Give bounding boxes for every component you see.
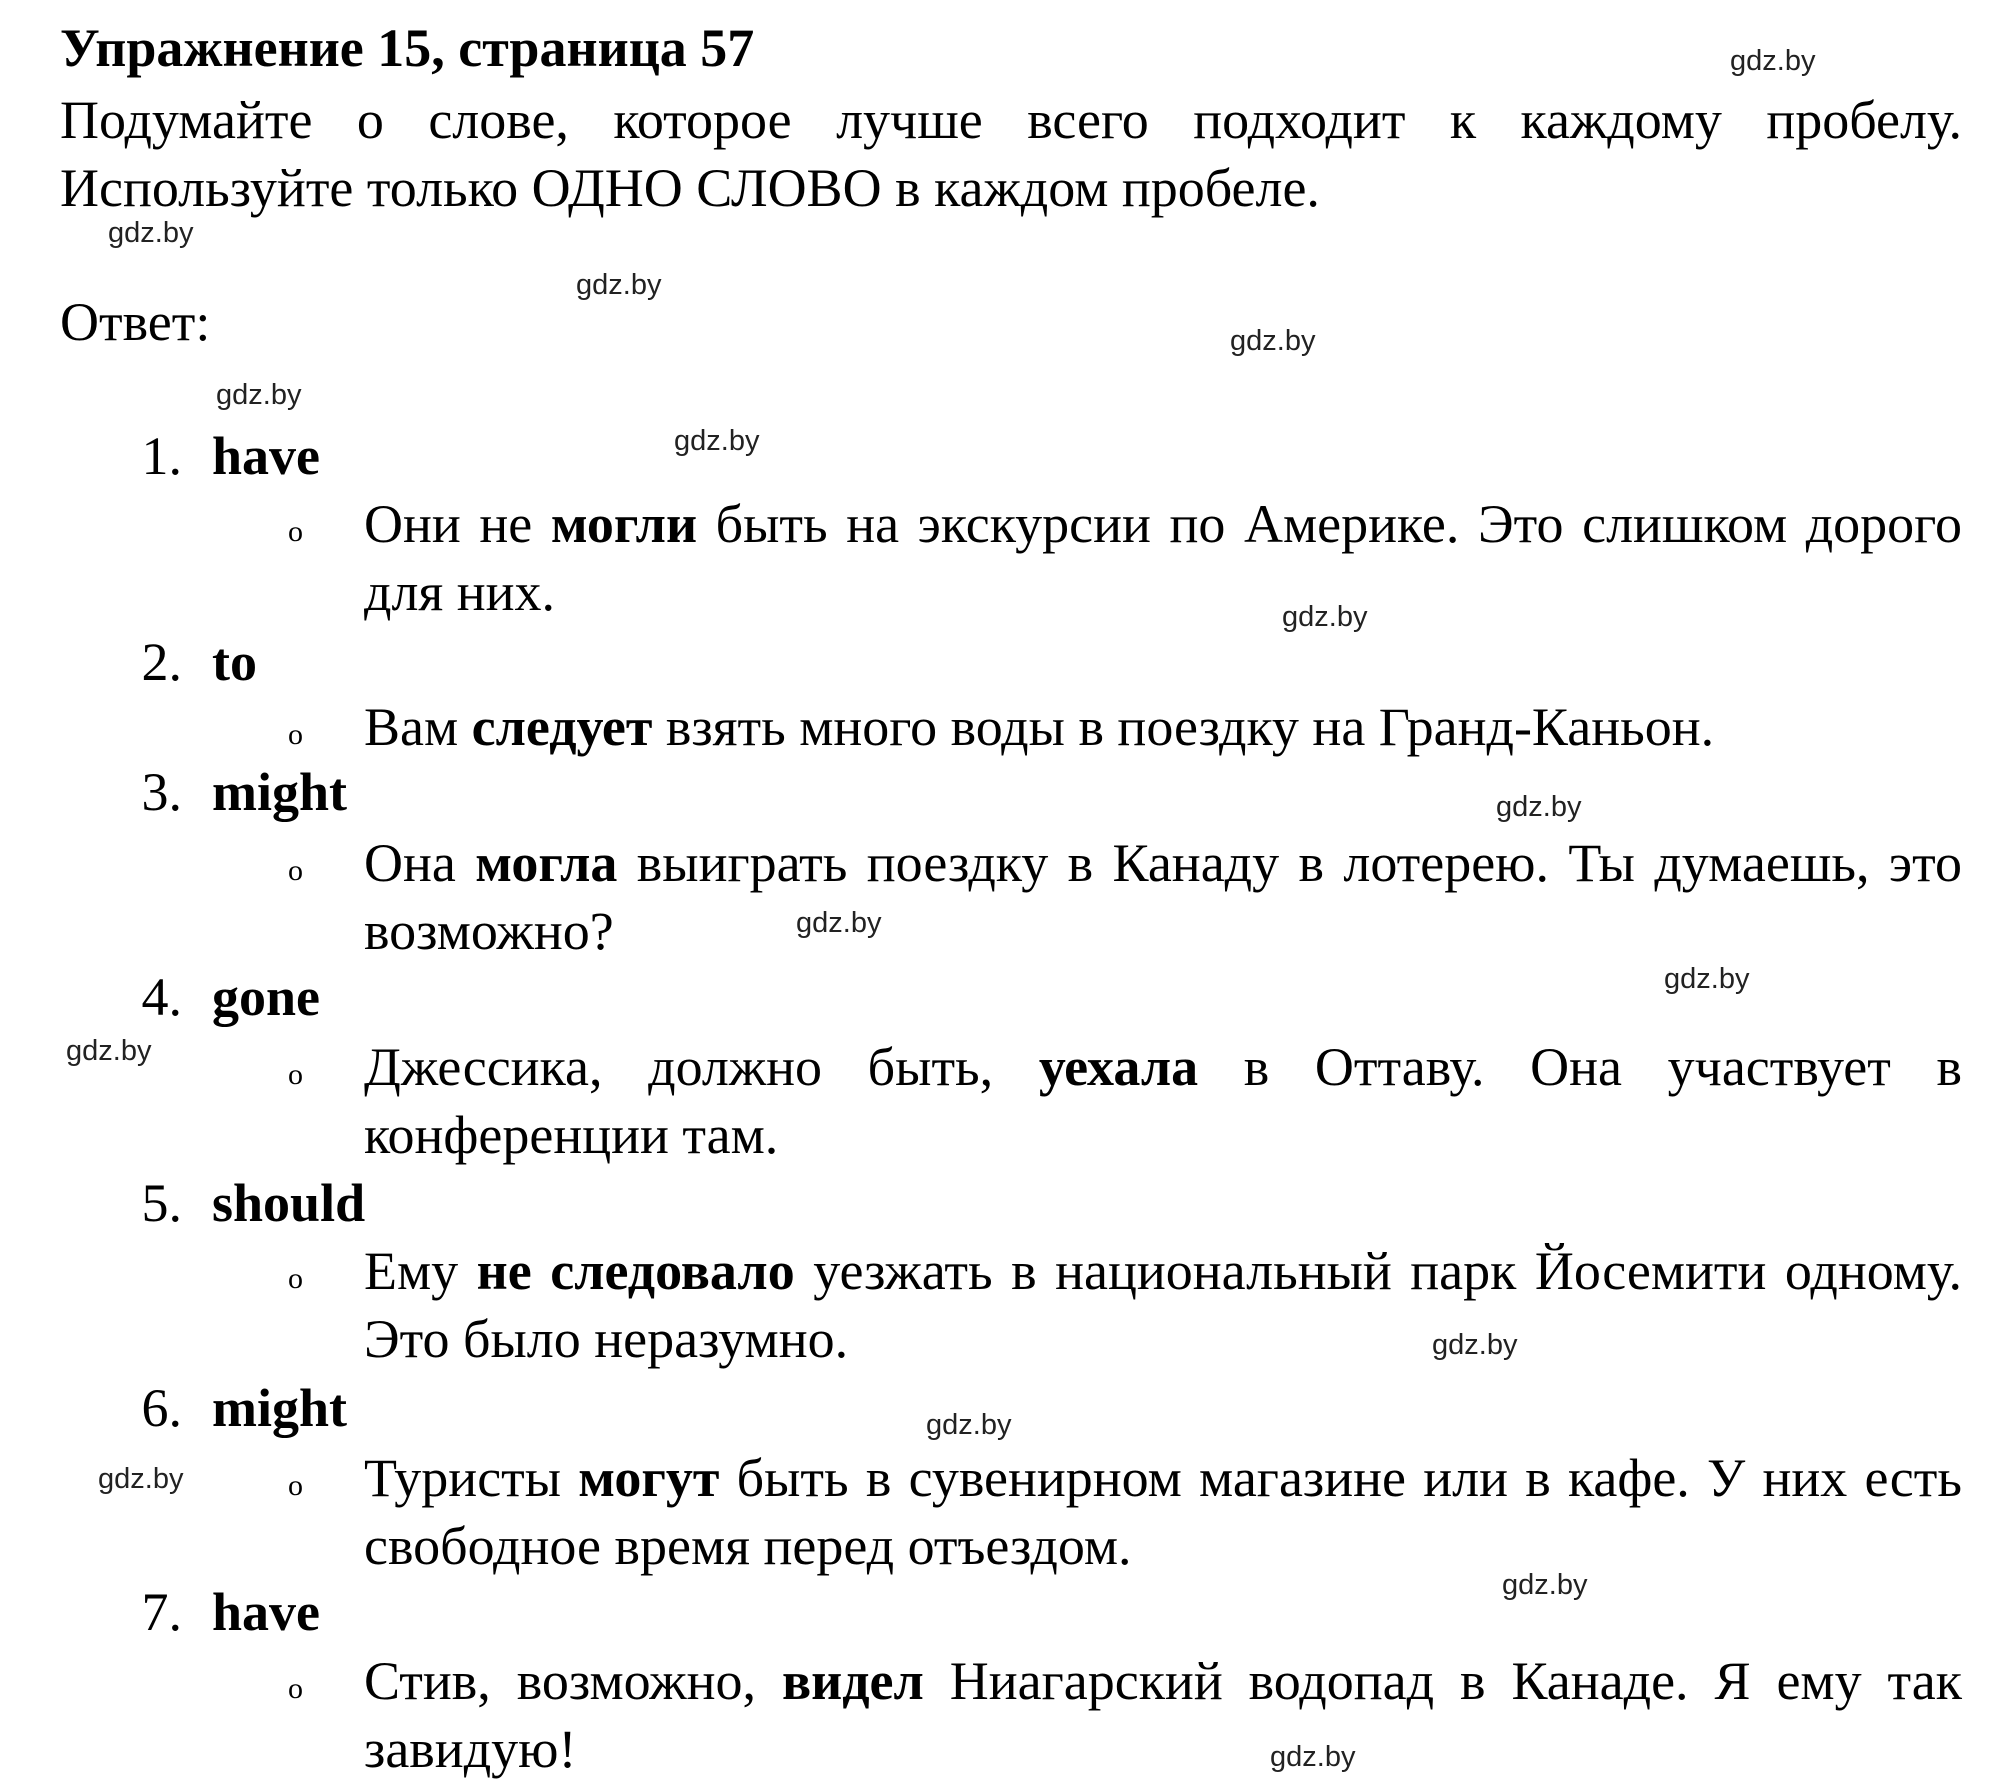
- sentence-text: Туристы: [364, 1448, 579, 1508]
- translation-sentence: [364, 490, 1962, 626]
- instruction-text: Подумайте о слове, которое лучше всего подходит к каждому пробелу. Используйте только ОДНО СЛОВО в каждом пробеле.: [60, 90, 1962, 218]
- bullet-icon: o: [288, 515, 303, 548]
- watermark: gdz.by: [796, 907, 882, 939]
- answer-word: have: [212, 1582, 320, 1642]
- sentence-text: Ниагарский водопад в Канаде. Я ему так завидую!: [364, 1651, 1962, 1779]
- watermark: gdz.by: [1502, 1569, 1588, 1601]
- highlighted-word: могли: [550, 494, 698, 554]
- watermark: gdz.by: [926, 1409, 1012, 1441]
- highlighted-word: могут: [578, 1448, 720, 1508]
- bullet-icon: o: [288, 854, 303, 887]
- watermark: gdz.by: [1282, 601, 1368, 633]
- translation-sentence: [364, 693, 1962, 761]
- sentence-text: быть на экскурсии по Америке. Это слишком дорого для них.: [364, 494, 1962, 622]
- sentence-text: уезжать в национальный парк Йосемити одному. Это было неразумно.: [364, 1241, 1962, 1369]
- watermark: gdz.by: [66, 1035, 152, 1067]
- highlighted-word: видел: [781, 1651, 924, 1711]
- bullet-icon: o: [288, 1672, 303, 1705]
- watermark: gdz.by: [674, 425, 760, 457]
- watermark: gdz.by: [1230, 325, 1316, 357]
- item-number: 3.: [141, 762, 182, 822]
- watermark: gdz.by: [1730, 45, 1816, 77]
- highlighted-word: не следовало: [476, 1241, 795, 1301]
- watermark: gdz.by: [1664, 963, 1750, 995]
- watermark: gdz.by: [1432, 1329, 1518, 1361]
- bullet-icon: o: [288, 1262, 303, 1295]
- watermark: gdz.by: [98, 1463, 184, 1495]
- sentence-text: Ему: [364, 1241, 477, 1301]
- answer-word: have: [212, 426, 320, 486]
- watermark: gdz.by: [1496, 791, 1582, 823]
- sentence-text: взять много воды в поездку на Гранд-Каньон.: [652, 697, 1715, 757]
- watermark: gdz.by: [216, 379, 302, 411]
- item-number: 6.: [141, 1378, 182, 1438]
- highlighted-word: уехала: [1038, 1037, 1199, 1097]
- answer-word: might: [212, 1378, 347, 1438]
- bullet-icon: o: [288, 718, 303, 751]
- answer-word: might: [212, 762, 347, 822]
- bullet-icon: o: [288, 1058, 303, 1091]
- translation-sentence: [364, 829, 1962, 965]
- highlighted-word: могла: [475, 833, 618, 893]
- answer-word: to: [212, 632, 257, 692]
- item-number: 4.: [141, 967, 182, 1027]
- item-number: 7.: [141, 1582, 182, 1642]
- item-number: 2.: [141, 632, 182, 692]
- translation-sentence: [364, 1647, 1962, 1783]
- bullet-icon: o: [288, 1469, 303, 1502]
- sentence-text: быть в сувенирном магазине или в кафе. У них есть свободное время перед отъездом.: [364, 1448, 1963, 1576]
- answer-word: gone: [212, 967, 320, 1027]
- answer-word: should: [212, 1173, 366, 1233]
- exercise-title: Упражнение 15, страница 57: [60, 18, 755, 78]
- highlighted-word: следует: [471, 697, 653, 757]
- sentence-text: Вам: [364, 697, 472, 757]
- sentence-text: Джессика, должно быть,: [364, 1037, 1039, 1097]
- item-number: 1.: [141, 426, 182, 486]
- sentence-text: Они не: [364, 494, 551, 554]
- watermark: gdz.by: [1270, 1741, 1356, 1773]
- sentence-text: в Оттаву. Она участвует в конференции там.: [364, 1037, 1962, 1165]
- translation-sentence: [364, 1033, 1962, 1169]
- translation-sentence: [364, 1444, 1962, 1580]
- sentence-text: Она: [364, 833, 476, 893]
- answer-label: Ответ:: [60, 292, 211, 352]
- watermark: gdz.by: [108, 217, 194, 249]
- watermark: gdz.by: [576, 269, 662, 301]
- item-number: 5.: [141, 1173, 182, 1233]
- translation-sentence: [364, 1237, 1962, 1373]
- sentence-text: Стив, возможно,: [364, 1651, 782, 1711]
- sentence-text: выиграть поездку в Канаду в лотерею. Ты думаешь, это возможно?: [364, 833, 1962, 961]
